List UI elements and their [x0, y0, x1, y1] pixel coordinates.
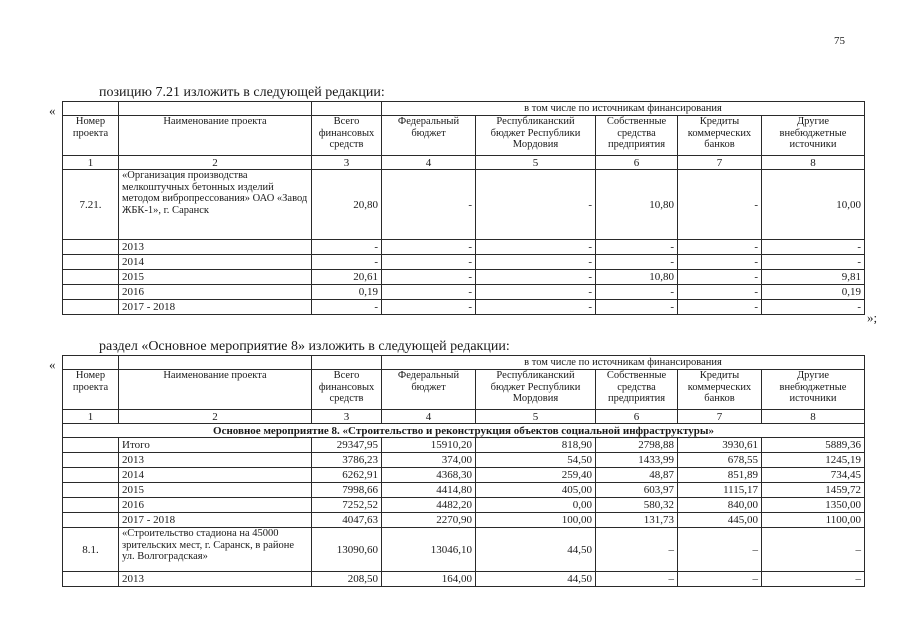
section1-open-quote: «	[49, 103, 56, 118]
value-cell: 10,80	[596, 270, 678, 285]
section1-heading: позицию 7.21 изложить в следующей редакции:	[99, 85, 385, 100]
column-number: 1	[63, 156, 119, 170]
value-cell: 678,55	[678, 453, 762, 468]
value-cell: 1100,00	[762, 513, 865, 528]
value-cell: 13046,10	[382, 528, 476, 572]
value-cell: 0,19	[762, 285, 865, 300]
row-label: 2013	[119, 240, 312, 255]
column-header: Республиканский бюджет Республики Мордовия	[476, 370, 596, 410]
value-cell: 1245,19	[762, 453, 865, 468]
row-label: 2013	[119, 572, 312, 587]
blank-cell	[63, 300, 119, 315]
row-label: 2015	[119, 483, 312, 498]
value-cell: 2270,90	[382, 513, 476, 528]
table-row	[63, 240, 865, 255]
column-number: 4	[382, 410, 476, 424]
table-row	[63, 285, 865, 300]
value-cell: 4414,80	[382, 483, 476, 498]
blank-cell	[63, 498, 119, 513]
column-header: Номер проекта	[63, 116, 119, 156]
value-cell: -	[382, 170, 476, 240]
project-row	[63, 528, 865, 572]
column-header: Кредиты коммерческих банков	[678, 116, 762, 156]
column-number: 3	[312, 410, 382, 424]
header-blank	[312, 356, 382, 370]
row-label: 2014	[119, 468, 312, 483]
section1-close-quote: »;	[867, 310, 878, 325]
column-header: Республиканский бюджет Республики Мордовия	[476, 116, 596, 156]
value-cell: -	[678, 270, 762, 285]
value-cell: 20,61	[312, 270, 382, 285]
column-number: 5	[476, 410, 596, 424]
section2-heading: раздел «Основное мероприятие 8» изложить в следующей редакции:	[99, 339, 510, 354]
value-cell: -	[762, 300, 865, 315]
column-number: 2	[119, 156, 312, 170]
column-header: Федеральный бюджет	[382, 370, 476, 410]
value-cell: -	[596, 240, 678, 255]
column-header: Всего финансовых средств	[312, 116, 382, 156]
value-cell: 48,87	[596, 468, 678, 483]
row-label: 2015	[119, 270, 312, 285]
column-number: 7	[678, 156, 762, 170]
project-name: «Строительство стадиона на 45000 зрительских мест, г. Саранск, в районе ул. Волгоградская»	[119, 528, 312, 572]
row-label: 2013	[119, 453, 312, 468]
column-header: Кредиты коммерческих банков	[678, 370, 762, 410]
value-cell: 44,50	[476, 572, 596, 587]
value-cell: -	[596, 255, 678, 270]
row-label: 2014	[119, 255, 312, 270]
section2-open-quote: «	[49, 357, 56, 372]
group-header: в том числе по источникам финансирования	[382, 356, 865, 370]
blank-cell	[63, 513, 119, 528]
value-cell: 445,00	[678, 513, 762, 528]
value-cell: -	[476, 270, 596, 285]
value-cell: -	[678, 170, 762, 240]
value-cell: -	[476, 285, 596, 300]
blank-cell	[63, 453, 119, 468]
value-cell: -	[382, 300, 476, 315]
value-cell: 3930,61	[678, 438, 762, 453]
row-label: 2017 - 2018	[119, 513, 312, 528]
value-cell: 1459,72	[762, 483, 865, 498]
value-cell: -	[312, 300, 382, 315]
value-cell: 1115,17	[678, 483, 762, 498]
blank-cell	[63, 438, 119, 453]
column-header: Другие внебюджетные источники	[762, 370, 865, 410]
column-header: Другие внебюджетные источники	[762, 116, 865, 156]
value-cell: 3786,23	[312, 453, 382, 468]
value-cell: –	[762, 572, 865, 587]
column-number: 3	[312, 156, 382, 170]
value-cell: –	[678, 528, 762, 572]
column-number: 8	[762, 410, 865, 424]
group-header: в том числе по источникам финансирования	[382, 102, 865, 116]
value-cell: 580,32	[596, 498, 678, 513]
column-header: Наименование проекта	[119, 116, 312, 156]
value-cell: 0,00	[476, 498, 596, 513]
value-cell: 5889,36	[762, 438, 865, 453]
header-blank	[119, 356, 312, 370]
section2-table	[62, 355, 865, 587]
table-row	[63, 572, 865, 587]
value-cell: 54,50	[476, 453, 596, 468]
value-cell: 10,80	[596, 170, 678, 240]
value-cell: 851,89	[678, 468, 762, 483]
value-cell: –	[596, 572, 678, 587]
value-cell: 7998,66	[312, 483, 382, 498]
value-cell: -	[476, 240, 596, 255]
value-cell: -	[596, 285, 678, 300]
blank-cell	[63, 572, 119, 587]
project-number: 7.21.	[63, 170, 119, 240]
table-row	[63, 468, 865, 483]
value-cell: -	[678, 255, 762, 270]
value-cell: –	[678, 572, 762, 587]
value-cell: -	[476, 170, 596, 240]
header-blank	[63, 356, 119, 370]
value-cell: -	[476, 300, 596, 315]
value-cell: 100,00	[476, 513, 596, 528]
value-cell: 4482,20	[382, 498, 476, 513]
row-label: Итого	[119, 438, 312, 453]
column-number: 5	[476, 156, 596, 170]
value-cell: -	[678, 240, 762, 255]
value-cell: 208,50	[312, 572, 382, 587]
column-header: Собственные средства предприятия	[596, 116, 678, 156]
blank-cell	[63, 240, 119, 255]
value-cell: -	[678, 300, 762, 315]
value-cell: 2798,88	[596, 438, 678, 453]
value-cell: -	[382, 240, 476, 255]
activity-title: Основное мероприятие 8. «Строительство и реконструкция объектов социальной инфраструктуры»	[63, 424, 865, 438]
column-header: Собственные средства предприятия	[596, 370, 678, 410]
column-header: Номер проекта	[63, 370, 119, 410]
blank-cell	[63, 255, 119, 270]
value-cell: 7252,52	[312, 498, 382, 513]
header-blank	[63, 102, 119, 116]
value-cell: -	[382, 270, 476, 285]
value-cell: 1433,99	[596, 453, 678, 468]
value-cell: -	[382, 255, 476, 270]
value-cell: 818,90	[476, 438, 596, 453]
column-header: Наименование проекта	[119, 370, 312, 410]
blank-cell	[63, 285, 119, 300]
value-cell: 4368,30	[382, 468, 476, 483]
column-header: Федеральный бюджет	[382, 116, 476, 156]
value-cell: -	[476, 255, 596, 270]
value-cell: 840,00	[678, 498, 762, 513]
header-blank	[119, 102, 312, 116]
column-header: Всего финансовых средств	[312, 370, 382, 410]
value-cell: 405,00	[476, 483, 596, 498]
blank-cell	[63, 483, 119, 498]
header-blank	[312, 102, 382, 116]
value-cell: 20,80	[312, 170, 382, 240]
blank-cell	[63, 270, 119, 285]
column-number: 2	[119, 410, 312, 424]
value-cell: 734,45	[762, 468, 865, 483]
value-cell: -	[312, 240, 382, 255]
section1-table	[62, 101, 865, 315]
column-number: 8	[762, 156, 865, 170]
value-cell: 6262,91	[312, 468, 382, 483]
value-cell: 164,00	[382, 572, 476, 587]
column-number: 1	[63, 410, 119, 424]
column-number: 6	[596, 156, 678, 170]
table-row	[63, 300, 865, 315]
value-cell: 0,19	[312, 285, 382, 300]
row-label: 2016	[119, 285, 312, 300]
value-cell: 1350,00	[762, 498, 865, 513]
value-cell: -	[678, 285, 762, 300]
value-cell: 259,40	[476, 468, 596, 483]
value-cell: 15910,20	[382, 438, 476, 453]
column-number: 7	[678, 410, 762, 424]
page-number: 75	[834, 35, 845, 47]
column-number: 6	[596, 410, 678, 424]
value-cell: -	[762, 255, 865, 270]
value-cell: 374,00	[382, 453, 476, 468]
value-cell: -	[596, 300, 678, 315]
table-row	[63, 513, 865, 528]
table-row	[63, 453, 865, 468]
value-cell: 44,50	[476, 528, 596, 572]
value-cell: 603,97	[596, 483, 678, 498]
value-cell: 131,73	[596, 513, 678, 528]
table-row	[63, 438, 865, 453]
column-number: 4	[382, 156, 476, 170]
row-label: 2017 - 2018	[119, 300, 312, 315]
value-cell: 9,81	[762, 270, 865, 285]
value-cell: -	[762, 240, 865, 255]
value-cell: –	[596, 528, 678, 572]
project-row	[63, 170, 865, 240]
value-cell: -	[312, 255, 382, 270]
value-cell: 29347,95	[312, 438, 382, 453]
blank-cell	[63, 468, 119, 483]
value-cell: 10,00	[762, 170, 865, 240]
value-cell: –	[762, 528, 865, 572]
table-row	[63, 498, 865, 513]
table-row	[63, 270, 865, 285]
project-name: «Организация производства мелкоштучных бетонных изделий методом вибропрессования» ОАО «Завод ЖБК-1», г. Саранск	[119, 170, 312, 240]
value-cell: 13090,60	[312, 528, 382, 572]
table-row	[63, 483, 865, 498]
project-number: 8.1.	[63, 528, 119, 572]
value-cell: 4047,63	[312, 513, 382, 528]
row-label: 2016	[119, 498, 312, 513]
value-cell: -	[382, 285, 476, 300]
table-row	[63, 255, 865, 270]
